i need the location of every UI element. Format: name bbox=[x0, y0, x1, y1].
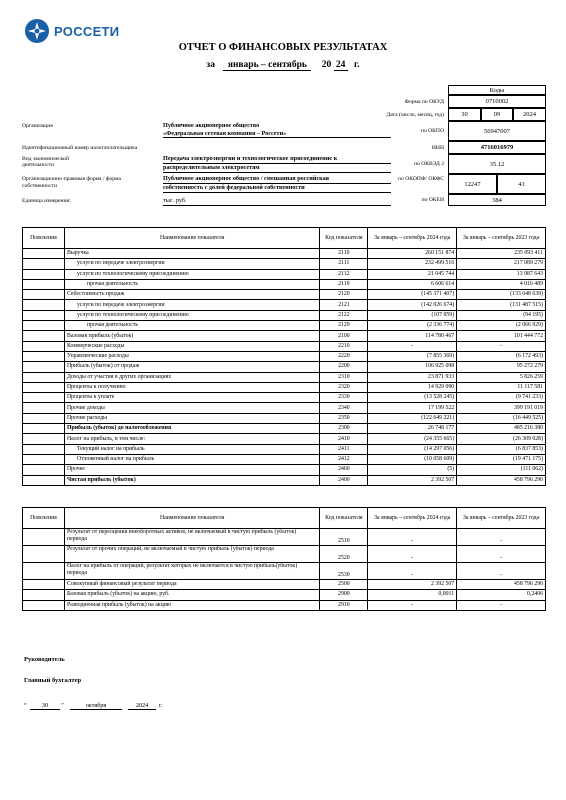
notes-cell bbox=[23, 362, 65, 372]
table-row bbox=[23, 290, 546, 300]
accountant-signature-label: Главный бухгалтер bbox=[24, 677, 82, 684]
value-2024: (5) bbox=[368, 465, 457, 475]
value-2023: (19 471 175) bbox=[457, 454, 546, 464]
okpo-code: 56947007 bbox=[448, 121, 546, 141]
indicator-name: Отложенный налог на прибыль bbox=[64, 454, 319, 464]
table-row bbox=[23, 444, 546, 454]
table-header-row bbox=[23, 508, 546, 529]
value-2023: 101 444 772 bbox=[457, 331, 546, 341]
indicator-code: 2200 bbox=[320, 362, 368, 372]
notes-cell bbox=[23, 403, 65, 413]
value-2023: (94 195) bbox=[457, 310, 546, 320]
value-2024: (13 528 245) bbox=[368, 393, 457, 403]
indicator-code: 2121 bbox=[320, 300, 368, 310]
table-row bbox=[23, 279, 546, 289]
value-2024: 260 151 874 bbox=[368, 249, 457, 259]
report-title: ОТЧЕТ О ФИНАНСОВЫХ РЕЗУЛЬТАТАХ bbox=[178, 42, 388, 53]
notes-cell bbox=[23, 434, 65, 444]
rosseti-logo-icon bbox=[24, 18, 50, 44]
indicator-name: Прочие расходы bbox=[64, 413, 319, 423]
table-header-row bbox=[23, 228, 546, 249]
col-code: Код показателя bbox=[320, 508, 368, 529]
notes-cell bbox=[23, 454, 65, 464]
indicator-name: Чистая прибыль (убыток) bbox=[64, 475, 319, 485]
value-2024: (145 371 407) bbox=[368, 290, 457, 300]
indicator-code: 2119 bbox=[320, 279, 368, 289]
sign-date-suffix: г. bbox=[159, 702, 163, 709]
value-2023: - bbox=[457, 341, 546, 351]
table-row bbox=[23, 310, 546, 320]
okei-label: по ОКЕИ bbox=[421, 197, 444, 203]
value-2023: (6 837 853) bbox=[457, 444, 546, 454]
indicator-name: Налог на прибыль от операций, результат которых не включается в чистую прибыль(убыток) периода bbox=[64, 563, 319, 580]
indicator-code: 2330 bbox=[320, 393, 368, 403]
notes-cell bbox=[23, 290, 65, 300]
indicator-name: Прибыль (убыток) до налогообложения bbox=[64, 424, 319, 434]
indicator-name: прочая деятельность bbox=[64, 279, 319, 289]
table-row bbox=[23, 362, 546, 372]
table-row bbox=[23, 546, 546, 563]
indicator-name: Коммерческие расходы bbox=[64, 341, 319, 351]
notes-cell bbox=[23, 465, 65, 475]
value-2024: 17 199 522 bbox=[368, 403, 457, 413]
table-row bbox=[23, 341, 546, 351]
col-indicator: Наименование показателя bbox=[64, 508, 319, 529]
okopf-code: 12247 bbox=[448, 174, 497, 194]
notes-cell bbox=[23, 249, 65, 259]
form-underline-1 bbox=[163, 183, 391, 184]
value-2023: 0,2406 bbox=[457, 590, 546, 600]
notes-cell bbox=[23, 269, 65, 279]
indicator-code: 2400 bbox=[320, 475, 368, 485]
org-name-line-2: «Федеральная сетевая компания – Россети» bbox=[163, 130, 287, 137]
value-2024: - bbox=[368, 529, 457, 546]
indicator-code: 2120 bbox=[320, 290, 368, 300]
value-2024: (10 058 609) bbox=[368, 454, 457, 464]
table-row bbox=[23, 372, 546, 382]
unit-value: тыс. руб. bbox=[163, 197, 187, 204]
indicator-code: 2350 bbox=[320, 413, 368, 423]
table-row bbox=[23, 413, 546, 423]
value-2024: 2 392 507 bbox=[368, 580, 457, 590]
indicator-name: Результат от переоценки внеоборотных активов, не включаемый в чистую прибыль (убыток) периода bbox=[64, 529, 319, 546]
indicator-code: 2412 bbox=[320, 454, 368, 464]
org-label: Организация bbox=[22, 123, 53, 129]
table-row bbox=[23, 454, 546, 464]
value-2023: (133 648 639) bbox=[457, 290, 546, 300]
okopf-label: по ОКОПФ/ ОКФС bbox=[398, 176, 444, 182]
value-2023: (131 487 515) bbox=[457, 300, 546, 310]
notes-cell bbox=[23, 475, 65, 485]
form-label-2: собственности bbox=[22, 183, 57, 189]
indicator-code: 2220 bbox=[320, 351, 368, 361]
value-2024: 26 748 177 bbox=[368, 424, 457, 434]
table-row bbox=[23, 300, 546, 310]
value-2024: - bbox=[368, 546, 457, 563]
notes-cell bbox=[23, 563, 65, 580]
period-century: 20 bbox=[321, 60, 332, 70]
unit-underline bbox=[163, 205, 391, 206]
financial-results-table bbox=[22, 227, 546, 486]
col-code: Код показателя bbox=[320, 228, 368, 249]
value-2024: (2 336 774) bbox=[368, 321, 457, 331]
okved-code: 35.12 bbox=[448, 154, 546, 174]
value-2023: (9 741 233) bbox=[457, 393, 546, 403]
okved-label: по ОКВЭД 2 bbox=[414, 161, 444, 167]
table-row bbox=[23, 424, 546, 434]
notes-cell bbox=[23, 279, 65, 289]
date-label: Дата (число, месяц, год) bbox=[386, 112, 444, 118]
notes-cell bbox=[23, 341, 65, 351]
value-2024: (122 649 221) bbox=[368, 413, 457, 423]
indicator-name: Совокупный финансовый результат периода bbox=[64, 580, 319, 590]
sign-date-year: 2024 bbox=[128, 702, 156, 710]
indicator-code: 2300 bbox=[320, 424, 368, 434]
value-2023: (111 062) bbox=[457, 465, 546, 475]
indicator-name: Доходы от участия в других организациях bbox=[64, 372, 319, 382]
value-2023: 95 272 279 bbox=[457, 362, 546, 372]
col-indicator: Наименование показателя bbox=[64, 228, 319, 249]
indicator-code: 2210 bbox=[320, 341, 368, 351]
notes-cell bbox=[23, 300, 65, 310]
notes-cell bbox=[23, 259, 65, 269]
date-quote-close: ” bbox=[61, 702, 64, 709]
activity-line-2: распределительным электросетям bbox=[163, 164, 260, 171]
date-day: 30 bbox=[448, 108, 481, 121]
head-signature-label: Руководитель bbox=[24, 656, 65, 663]
notes-cell bbox=[23, 310, 65, 320]
indicator-name: Текущий налог на прибыль bbox=[64, 444, 319, 454]
notes-cell bbox=[23, 600, 65, 610]
period-prefix: за bbox=[206, 60, 215, 70]
value-2023: 13 987 643 bbox=[457, 269, 546, 279]
value-2023: 5 826 259 bbox=[457, 372, 546, 382]
table-row bbox=[23, 393, 546, 403]
indicator-code: 2460 bbox=[320, 465, 368, 475]
value-2023: 458 796 290 bbox=[457, 475, 546, 485]
indicator-name: прочая деятельность bbox=[64, 321, 319, 331]
table-row bbox=[23, 590, 546, 600]
date-year: 2024 bbox=[513, 108, 546, 121]
report-period bbox=[0, 60, 566, 71]
indicator-name: услуги по технологическому присоединению bbox=[64, 310, 319, 320]
indicator-code: 2100 bbox=[320, 331, 368, 341]
period-suffix: г. bbox=[353, 60, 360, 70]
value-2024: - bbox=[368, 341, 457, 351]
notes-cell bbox=[23, 393, 65, 403]
sign-date-month: октября bbox=[70, 702, 122, 710]
okei-code: 384 bbox=[448, 194, 546, 206]
indicator-name: Разводненная прибыль (убыток) на акцию bbox=[64, 600, 319, 610]
indicator-code: 2111 bbox=[320, 259, 368, 269]
value-2023: 399 191 019 bbox=[457, 403, 546, 413]
logo-text: РОССЕТИ bbox=[54, 23, 120, 39]
notes-cell bbox=[23, 351, 65, 361]
notes-cell bbox=[23, 382, 65, 392]
period-months: январь – сентябрь bbox=[223, 60, 311, 71]
table-row bbox=[23, 475, 546, 485]
table-row bbox=[23, 382, 546, 392]
value-2023: 235 093 411 bbox=[457, 249, 546, 259]
value-2024: 2 392 507 bbox=[368, 475, 457, 485]
table-row bbox=[23, 321, 546, 331]
activity-line-1: Передача электроэнергии и технологическое присоединение к bbox=[163, 155, 338, 162]
indicator-code: 2411 bbox=[320, 444, 368, 454]
okud-label: Форма по ОКУД bbox=[404, 99, 444, 105]
okpo-label: по ОКПО bbox=[420, 128, 444, 134]
notes-cell bbox=[23, 546, 65, 563]
table-row bbox=[23, 600, 546, 610]
notes-cell bbox=[23, 424, 65, 434]
table-row bbox=[23, 259, 546, 269]
notes-cell bbox=[23, 413, 65, 423]
indicator-name: Прибыль (убыток) от продаж bbox=[64, 362, 319, 372]
activity-underline-1 bbox=[163, 163, 391, 164]
value-2024: 14 929 090 bbox=[368, 382, 457, 392]
value-2023: (16 449 525) bbox=[457, 413, 546, 423]
table-row bbox=[23, 529, 546, 546]
indicator-name: услуги по передаче электроэнергии bbox=[64, 300, 319, 310]
indicator-name: услуги по технологическому присоединению bbox=[64, 269, 319, 279]
indicator-code: 2122 bbox=[320, 310, 368, 320]
indicator-name: Результат от прочих операций, не включаемый в чистую прибыль (убыток) периода bbox=[64, 546, 319, 563]
indicator-code: 2410 bbox=[320, 434, 368, 444]
table-row bbox=[23, 580, 546, 590]
value-2024: 0,0011 bbox=[368, 590, 457, 600]
comprehensive-results-table bbox=[22, 507, 546, 611]
table-row bbox=[23, 249, 546, 259]
indicator-name: Проценты к получению bbox=[64, 382, 319, 392]
inn-field-label: Идентификационный номер налогоплательщика bbox=[22, 145, 138, 151]
org-underline bbox=[163, 137, 391, 138]
okfs-code: 41 bbox=[497, 174, 546, 194]
form-line-2: собственность с долей федеральной собственности bbox=[163, 184, 305, 191]
indicator-code: 2110 bbox=[320, 249, 368, 259]
inn-label: ИНН bbox=[431, 145, 444, 151]
value-2023: 4 016 489 bbox=[457, 279, 546, 289]
indicator-name: Выручка bbox=[64, 249, 319, 259]
value-2024: - bbox=[368, 600, 457, 610]
table-row bbox=[23, 563, 546, 580]
indicator-code: 2510 bbox=[320, 529, 368, 546]
indicator-name: Проценты к уплате bbox=[64, 393, 319, 403]
indicator-code: 2530 bbox=[320, 563, 368, 580]
indicator-code: 2310 bbox=[320, 372, 368, 382]
value-2024: (14 297 056) bbox=[368, 444, 457, 454]
value-2023: - bbox=[457, 546, 546, 563]
indicator-name: Управленческие расходы bbox=[64, 351, 319, 361]
value-2023: - bbox=[457, 600, 546, 610]
col-notes: Пояснения bbox=[23, 508, 65, 529]
value-2024: - bbox=[368, 563, 457, 580]
value-2023: - bbox=[457, 563, 546, 580]
value-2023: 458 796 290 bbox=[457, 580, 546, 590]
table-row bbox=[23, 269, 546, 279]
value-2023: (2 066 929) bbox=[457, 321, 546, 331]
indicator-code: 2500 bbox=[320, 580, 368, 590]
col-2023: За январь – сентябрь 2023 года bbox=[457, 508, 546, 529]
indicator-name: Валовая прибыль (убыток) bbox=[64, 331, 319, 341]
indicator-name: Прочие доходы bbox=[64, 403, 319, 413]
value-2023: (6 172 493) bbox=[457, 351, 546, 361]
table-row bbox=[23, 351, 546, 361]
indicator-code: 2900 bbox=[320, 590, 368, 600]
value-2024: (24 355 665) bbox=[368, 434, 457, 444]
value-2024: 6 606 614 bbox=[368, 279, 457, 289]
value-2023: 217 089 279 bbox=[457, 259, 546, 269]
col-notes: Пояснения bbox=[23, 228, 65, 249]
col-2024: За январь – сентябрь 2024 года bbox=[368, 228, 457, 249]
notes-cell bbox=[23, 590, 65, 600]
table-row bbox=[23, 331, 546, 341]
table-row bbox=[23, 434, 546, 444]
notes-cell bbox=[23, 444, 65, 454]
indicator-code: 2910 bbox=[320, 600, 368, 610]
activity-label-1: Вид экономической bbox=[22, 156, 69, 162]
codes-header: Коды bbox=[448, 85, 546, 95]
activity-underline-2 bbox=[163, 172, 391, 173]
notes-cell bbox=[23, 321, 65, 331]
value-2024: 21 045 744 bbox=[368, 269, 457, 279]
indicator-code: 2129 bbox=[320, 321, 368, 331]
value-2023: - bbox=[457, 529, 546, 546]
indicator-code: 2112 bbox=[320, 269, 368, 279]
table-row bbox=[23, 403, 546, 413]
notes-cell bbox=[23, 331, 65, 341]
col-2023: За январь – сентябрь 2023 года bbox=[457, 228, 546, 249]
inn-code: 4716016979 bbox=[448, 141, 546, 154]
notes-cell bbox=[23, 529, 65, 546]
form-underline-2 bbox=[163, 192, 391, 193]
value-2023: 11 117 581 bbox=[457, 382, 546, 392]
indicator-name: услуги по передаче электроэнергии bbox=[64, 259, 319, 269]
notes-cell bbox=[23, 372, 65, 382]
unit-label: Единица измерения: bbox=[22, 198, 71, 204]
value-2024: 114 780 467 bbox=[368, 331, 457, 341]
notes-cell bbox=[23, 580, 65, 590]
value-2024: 232 499 516 bbox=[368, 259, 457, 269]
value-2024: (142 926 674) bbox=[368, 300, 457, 310]
date-quote-open: “ bbox=[24, 702, 27, 709]
sign-date-day: 30 bbox=[30, 702, 60, 710]
period-year: 24 bbox=[334, 60, 348, 71]
value-2024: 23 871 933 bbox=[368, 372, 457, 382]
okud-code: 0710002 bbox=[448, 95, 546, 108]
date-month: 09 bbox=[481, 108, 513, 121]
value-2024: (107 959) bbox=[368, 310, 457, 320]
indicator-name: Себестоимость продаж bbox=[64, 290, 319, 300]
indicator-name: Налог на прибыль, в том числе: bbox=[64, 434, 319, 444]
col-2024: За январь – сентябрь 2024 года bbox=[368, 508, 457, 529]
form-line-1: Публичное акционерное общество / смешанная российская bbox=[163, 175, 330, 182]
indicator-code: 2340 bbox=[320, 403, 368, 413]
table-row bbox=[23, 465, 546, 475]
value-2024: 106 925 098 bbox=[368, 362, 457, 372]
indicator-name: Прочее bbox=[64, 465, 319, 475]
value-2023: 485 216 380 bbox=[457, 424, 546, 434]
activity-label-2: деятельности bbox=[22, 162, 55, 168]
indicator-name: Базовая прибыль (убыток) на акцию, руб. bbox=[64, 590, 319, 600]
indicator-code: 2320 bbox=[320, 382, 368, 392]
value-2024: (7 855 369) bbox=[368, 351, 457, 361]
form-label-1: Организационно-правовая форма / форма bbox=[22, 176, 122, 182]
value-2023: (26 309 028) bbox=[457, 434, 546, 444]
indicator-code: 2520 bbox=[320, 546, 368, 563]
org-name-line-1: Публичное акционерное общество bbox=[163, 122, 260, 129]
